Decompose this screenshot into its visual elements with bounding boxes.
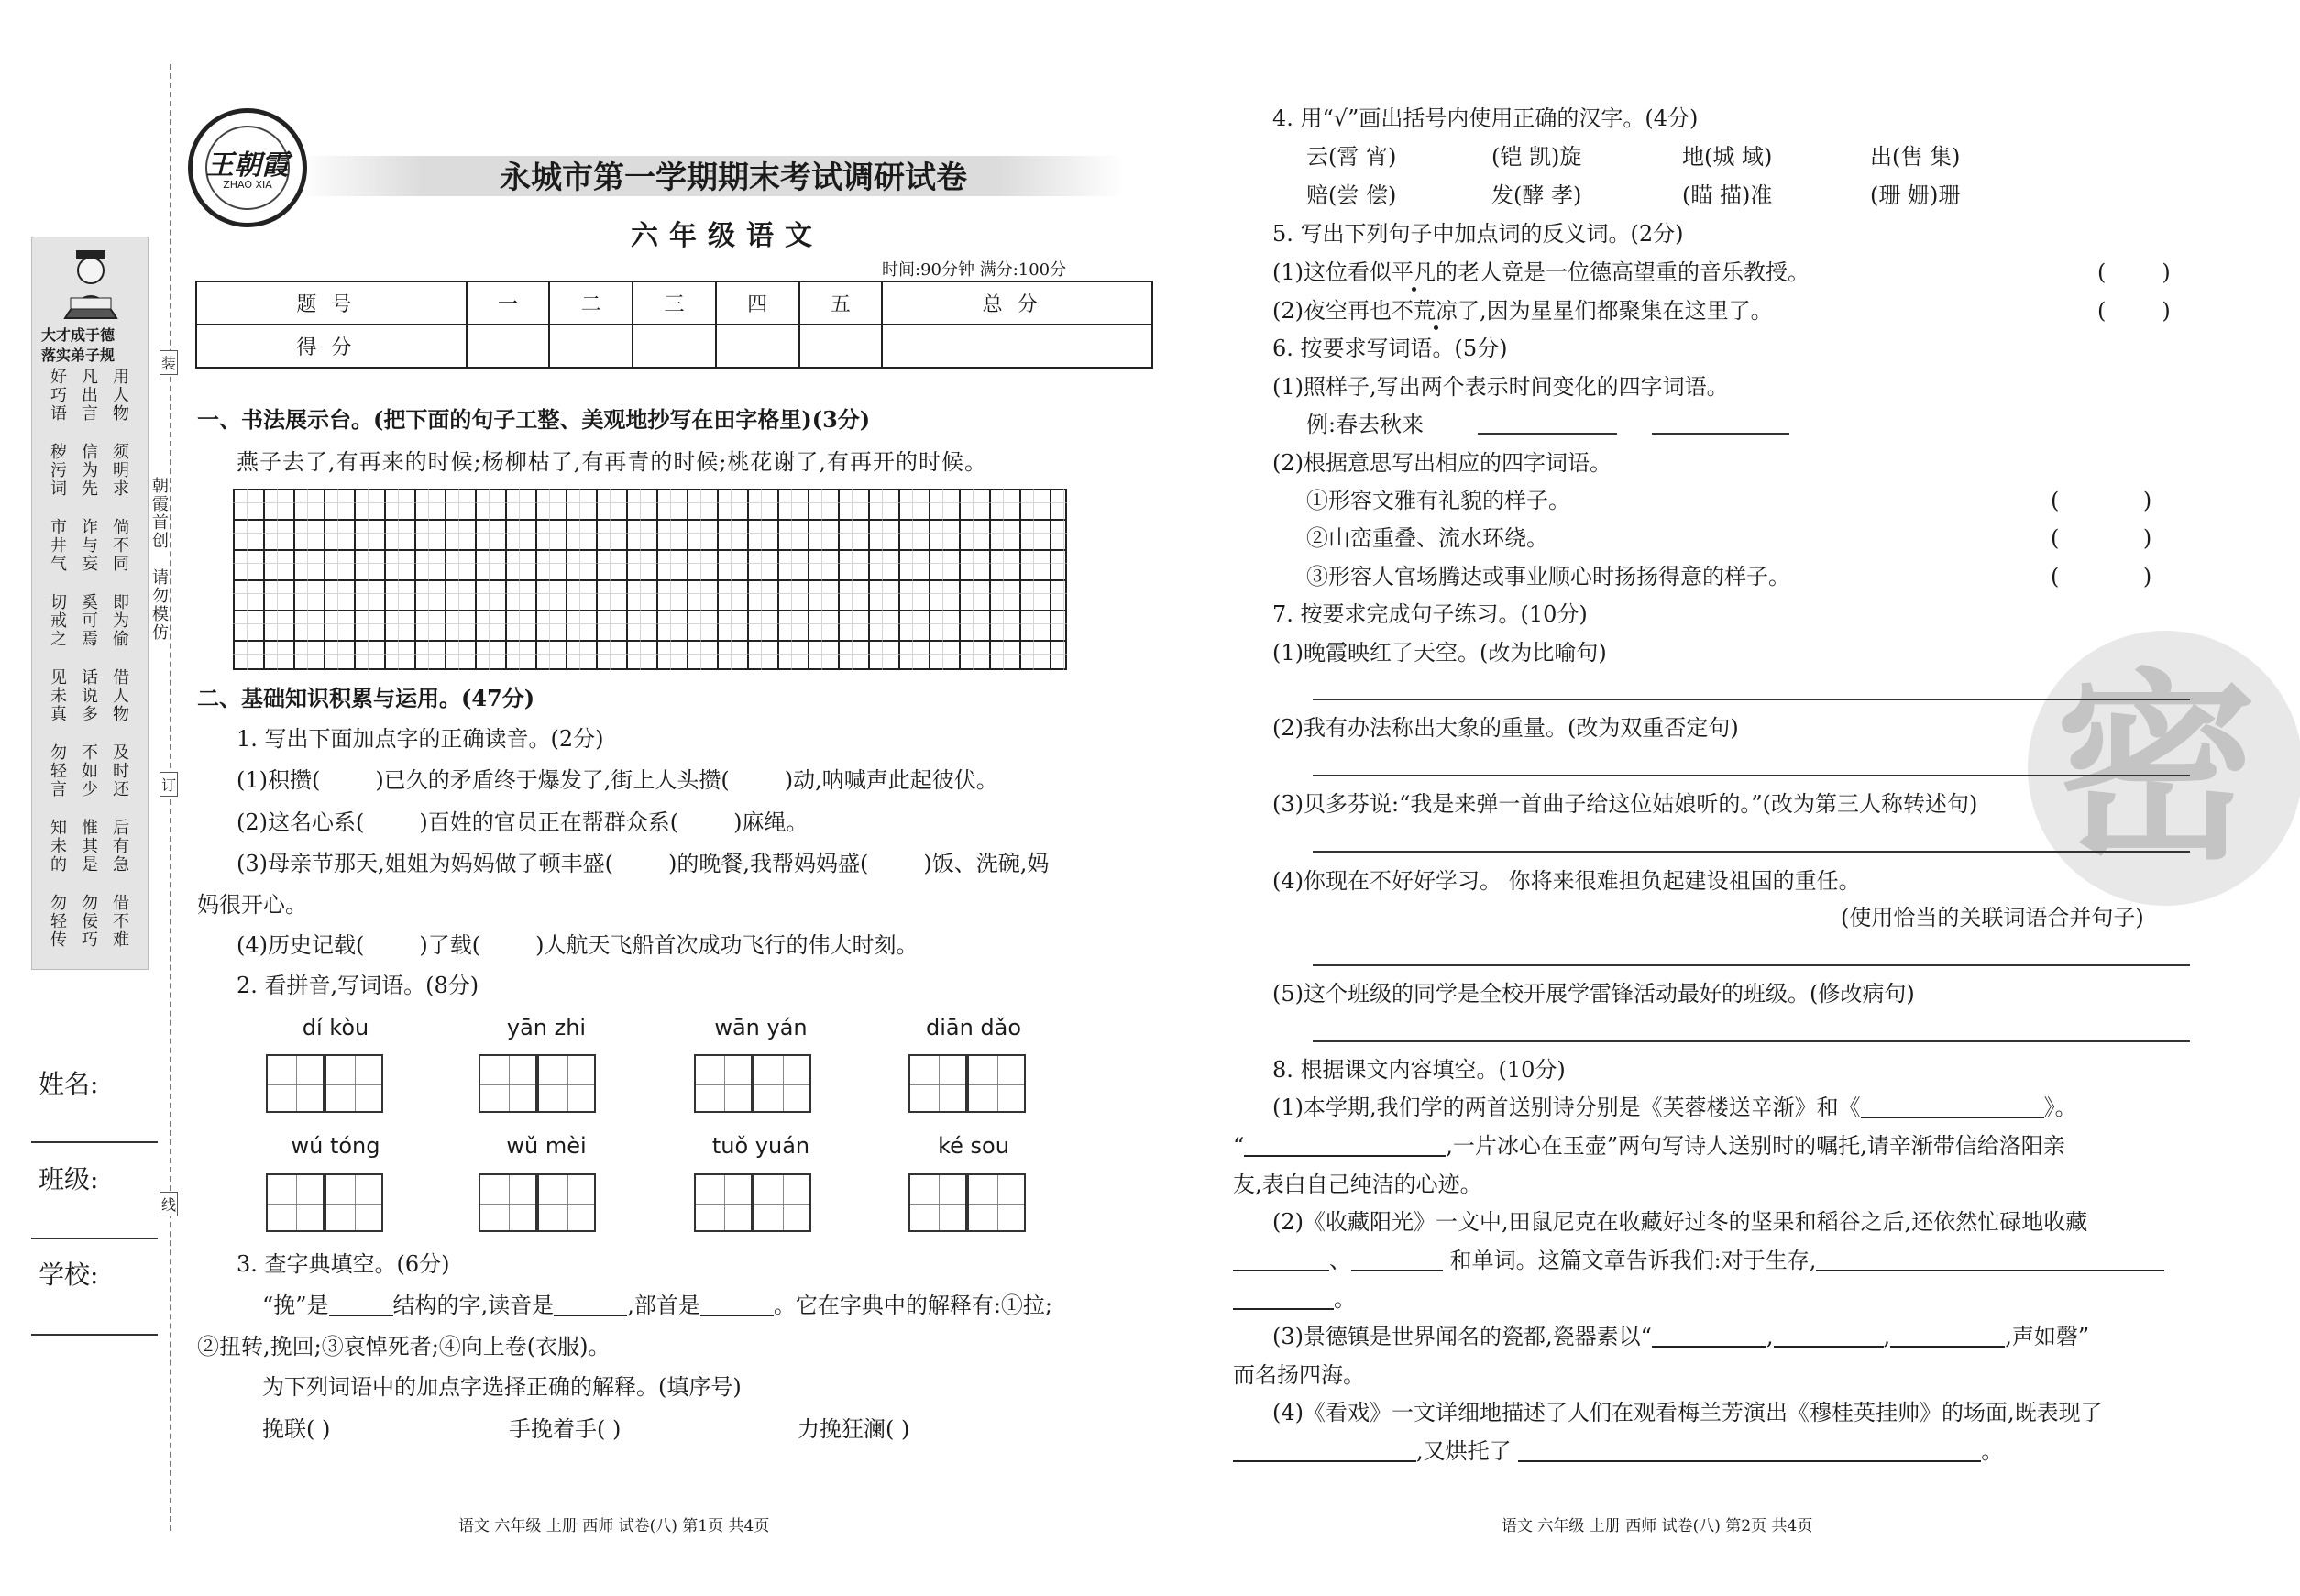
q4-item: (瞄 描)准 xyxy=(1682,182,1773,208)
sidebar-panel xyxy=(31,237,149,970)
score-table-row-label: 得分 xyxy=(196,325,467,368)
q4-item: (铠 凯)旋 xyxy=(1491,144,1582,170)
notice-1: 朝霞首创 xyxy=(149,477,169,550)
question-8-3a: (3)景德镇是世界闻名的瓷都,瓷器素以“ , , ,声如磬” xyxy=(1272,1324,2090,1349)
q4-item: 出(售 集) xyxy=(1870,144,1961,170)
score-cell[interactable] xyxy=(549,325,633,368)
question-3-c: 为下列词语中的加点字选择正确的解释。(填序号) xyxy=(262,1374,742,1400)
question-2: 2. 看拼音,写词语。(8分) xyxy=(237,973,479,998)
logo xyxy=(188,108,307,227)
q6-2-item: ②山峦重叠、流水环绕。 xyxy=(1306,525,1548,551)
score-table-score-row xyxy=(196,325,1152,368)
sidebar-saying: 秽污词 xyxy=(48,443,67,498)
answer-parens[interactable]: ( ) xyxy=(2051,525,2152,551)
q4-item: 地(城 域) xyxy=(1682,144,1773,170)
question-7-4: (4)你现在不好好学习。 你将来很难担负起建设祖国的重任。 xyxy=(1272,868,1861,894)
score-table-header: 总分 xyxy=(882,281,1152,325)
question-8-1c: 友,表白自己纯洁的心迹。 xyxy=(1233,1172,1482,1197)
sidebar-saying: 好巧语 xyxy=(48,368,67,423)
answer-parens[interactable]: ( ) xyxy=(2097,298,2171,324)
school-field[interactable] xyxy=(31,1334,158,1336)
answer-parens[interactable]: ( ) xyxy=(2097,259,2171,285)
score-table-header: 五 xyxy=(799,281,883,325)
binding-dashed-line xyxy=(170,64,171,1531)
score-table-header: 题号 xyxy=(196,281,467,325)
question-7-5: (5)这个班级的同学是全校开展学雷锋活动最好的班级。(修改病句) xyxy=(1272,981,1915,1007)
score-cell[interactable] xyxy=(633,325,716,368)
question-7: 7. 按要求完成句子练习。(10分) xyxy=(1272,601,1588,627)
answer-box[interactable] xyxy=(967,1054,1026,1113)
question-8-4b: ,又烘托了 。 xyxy=(1233,1437,2003,1465)
logo-sub: ZHAO XIA xyxy=(223,179,272,191)
score-table-header: 一 xyxy=(467,281,550,325)
answer-line[interactable] xyxy=(1313,699,2190,700)
cut-mark-2: 订 xyxy=(160,772,178,797)
sidebar-saying: 切戒之 xyxy=(48,593,67,648)
section-1-title: 一、书法展示台。(把下面的句子工整、美观地抄写在田字格里)(3分) xyxy=(197,406,871,433)
question-8-2b: 、 和单词。这篇文章告诉我们:对于生存, xyxy=(1233,1247,2164,1274)
sidebar-motto-2: 落实弟子规 xyxy=(41,347,116,364)
question-8-2c: 。 xyxy=(1233,1285,1356,1313)
question-6-1: (1)照样子,写出两个表示时间变化的四字词语。 xyxy=(1272,374,1729,400)
answer-line[interactable] xyxy=(1313,851,2190,853)
question-5-2: (2)夜空再也不荒凉了,因为星星们都聚集在这里了。 xyxy=(1272,298,1773,324)
score-table-header-row xyxy=(196,281,1152,325)
q4-item: (珊 姗)珊 xyxy=(1870,182,1961,208)
sidebar-saying: 信为先 xyxy=(79,443,98,498)
answer-box[interactable] xyxy=(537,1173,596,1232)
q6-2-item: ①形容文雅有礼貌的样子。 xyxy=(1306,488,1570,513)
q4-item: 赔(尝 偿) xyxy=(1306,182,1397,208)
question-6: 6. 按要求写词语。(5分) xyxy=(1272,336,1508,361)
sidebar-saying: 勿佞巧 xyxy=(79,894,98,949)
question-8-1b: “ ,一片冰心在玉壶”两句写诗人送别时的嘱托,请辛渐带信给洛阳亲 xyxy=(1233,1133,2065,1159)
score-cell[interactable] xyxy=(799,325,883,368)
question-3-word: 挽联( ) xyxy=(262,1416,331,1442)
class-label: 班级: xyxy=(39,1164,99,1194)
notice-2: 请勿模仿 xyxy=(149,568,169,642)
q4-item: 发(酵 孝) xyxy=(1491,182,1582,208)
question-4: 4. 用“√”画出括号内使用正确的汉字。(4分) xyxy=(1272,105,1699,131)
sidebar-saying: 知未的 xyxy=(48,819,67,874)
answer-line[interactable] xyxy=(1313,1040,2190,1042)
pinyin-label: yān zhi xyxy=(506,1015,587,1040)
pinyin-label: diān dǎo xyxy=(925,1015,1022,1040)
answer-box[interactable] xyxy=(753,1173,811,1232)
answer-line[interactable] xyxy=(1313,775,2190,776)
answer-parens[interactable]: ( ) xyxy=(2051,564,2152,589)
sidebar-saying: 诈与妄 xyxy=(79,518,98,573)
score-table-header: 三 xyxy=(633,281,716,325)
answer-box[interactable] xyxy=(479,1054,537,1113)
subject-title: 六年级语文 xyxy=(631,220,823,252)
pinyin-label: ké sou xyxy=(938,1133,1009,1159)
question-3-word: 手挽着手( ) xyxy=(509,1416,622,1442)
page-title: 永城市第一学期期末考试调研试卷 xyxy=(500,160,967,196)
footer-left: 语文 六年级 上册 西师 试卷(八) 第1页 共4页 xyxy=(458,1517,770,1535)
answer-box[interactable] xyxy=(266,1054,325,1113)
question-1-4: (4)历史记载( )了载( )人航天飞船首次成功飞行的伟大时刻。 xyxy=(237,932,919,958)
cut-mark-1: 装 xyxy=(160,350,178,375)
class-field[interactable] xyxy=(31,1238,158,1239)
question-7-1: (1)晚霞映红了天空。(改为比喻句) xyxy=(1272,640,1607,666)
q6-2-item: ③形容人官场腾达或事业顺心时扬扬得意的样子。 xyxy=(1306,564,1790,589)
sidebar-saying: 勿轻传 xyxy=(48,894,67,949)
score-cell[interactable] xyxy=(882,325,1152,368)
answer-box[interactable] xyxy=(753,1054,811,1113)
q4-item: 云(霄 宵) xyxy=(1306,144,1397,170)
sidebar-saying: 及时还 xyxy=(110,743,129,798)
sidebar-saying: 勿轻言 xyxy=(48,743,67,798)
sidebar-saying: 借不难 xyxy=(110,894,129,949)
stamp xyxy=(2028,631,2300,906)
answer-parens[interactable]: ( ) xyxy=(2051,488,2152,513)
question-8: 8. 根据课文内容填空。(10分) xyxy=(1272,1057,1566,1083)
sidebar-saying: 凡出言 xyxy=(79,368,98,423)
score-cell[interactable] xyxy=(467,325,550,368)
sidebar-saying: 惟其是 xyxy=(79,819,98,874)
pinyin-label: dí kòu xyxy=(302,1015,369,1040)
pinyin-label: tuǒ yuán xyxy=(711,1133,810,1159)
sidebar-saying: 话说多 xyxy=(79,668,98,723)
answer-box[interactable] xyxy=(694,1173,753,1232)
answer-box[interactable] xyxy=(325,1173,383,1232)
pinyin-label: wǔ mèi xyxy=(506,1133,587,1159)
sidebar-saying: 市井气 xyxy=(48,518,67,573)
answer-box[interactable] xyxy=(694,1054,753,1113)
question-1-1: (1)积攒( )已久的矛盾终于爆发了,街上人头攒( )动,呐喊声此起彼伏。 xyxy=(237,767,998,793)
score-cell[interactable] xyxy=(716,325,799,368)
tianzige-guides xyxy=(233,489,1067,670)
sidebar-saying: 用人物 xyxy=(110,368,129,423)
score-table-header: 二 xyxy=(549,281,633,325)
scholar-figure-icon xyxy=(52,247,129,320)
question-8-2a: (2)《收藏阳光》一文中,田鼠尼克在收藏好过冬的坚果和稻谷之后,还依然忙碌地收藏 xyxy=(1272,1209,2088,1235)
sidebar-saying: 奚可焉 xyxy=(79,593,98,648)
name-label: 姓名: xyxy=(39,1069,99,1099)
cut-mark-3: 线 xyxy=(160,1192,178,1216)
question-8-3b: 而名扬四海。 xyxy=(1233,1362,1365,1388)
question-1-3-cont: 妈很开心。 xyxy=(197,892,307,918)
sidebar-saying: 须明求 xyxy=(110,443,129,498)
sidebar-saying: 不如少 xyxy=(79,743,98,798)
score-table-header: 四 xyxy=(716,281,799,325)
question-8-4a: (4)《看戏》一文详细地描述了人们在观看梅兰芳演出《穆桂英挂帅》的场面,既表现了 xyxy=(1272,1400,2103,1425)
question-6-example: 例:春去秋来 xyxy=(1306,412,1425,437)
question-5: 5. 写出下列句子中加点词的反义词。(2分) xyxy=(1272,221,1684,247)
question-1-2: (2)这名心系( )百姓的官员正在帮群众系( )麻绳。 xyxy=(237,809,809,835)
answer-box[interactable] xyxy=(967,1173,1026,1232)
question-1-3: (3)母亲节那天,姐姐为妈妈做了顿丰盛( )的晚餐,我帮妈妈盛( )饭、洗碗,妈 xyxy=(237,851,1050,876)
pinyin-label: wān yán xyxy=(714,1015,808,1040)
question-7-4-note: (使用恰当的关联词语合并句子) xyxy=(1841,905,2144,930)
stamp-text: 密 xyxy=(2055,649,2258,886)
footer-right: 语文 六年级 上册 西师 试卷(八) 第2页 共4页 xyxy=(1502,1517,1813,1535)
question-3-a: “挽”是 结构的字,读音是 ,部首是 。它在字典中的解释有:①拉; xyxy=(262,1293,1052,1318)
score-table xyxy=(195,281,1153,369)
question-5-1: (1)这位看似平凡的老人竟是一位德高望重的音乐教授。 xyxy=(1272,259,1810,285)
sidebar-saying: 即为偷 xyxy=(110,593,129,648)
question-8-1a: (1)本学期,我们学的两首送别诗分别是《芙蓉楼送辛渐》和《 》。 xyxy=(1272,1095,2077,1120)
answer-box[interactable] xyxy=(537,1054,596,1113)
section-1-text: 燕子去了,有再来的时候;杨柳枯了,有再青的时候;桃花谢了,有再开的时候。 xyxy=(237,449,988,475)
answer-box[interactable] xyxy=(479,1173,537,1232)
question-3: 3. 查字典填空。(6分) xyxy=(237,1251,450,1277)
school-label: 学校: xyxy=(39,1260,99,1290)
question-3-b: ②扭转,挽回;③哀悼死者;④向上卷(衣服)。 xyxy=(197,1334,611,1359)
section-2-title: 二、基础知识积累与运用。(47分) xyxy=(197,685,535,711)
question-3-word: 力挽狂澜( ) xyxy=(798,1416,910,1442)
sidebar-saying: 倘不同 xyxy=(110,518,129,573)
answer-line[interactable] xyxy=(1652,433,1789,435)
answer-box[interactable] xyxy=(325,1054,383,1113)
time-info: 时间:90分钟 满分:100分 xyxy=(882,260,1067,280)
answer-box[interactable] xyxy=(908,1054,967,1113)
sidebar-motto-1: 大才成于德 xyxy=(41,326,116,344)
answer-box[interactable] xyxy=(266,1173,325,1232)
sidebar-saying: 借人物 xyxy=(110,668,129,723)
question-7-2: (2)我有办法称出大象的重量。(改为双重否定句) xyxy=(1272,715,1739,741)
question-1: 1. 写出下面加点字的正确读音。(2分) xyxy=(237,726,604,752)
answer-box[interactable] xyxy=(908,1173,967,1232)
logo-text: 王朝霞 xyxy=(206,149,289,182)
sidebar-saying: 后有急 xyxy=(110,819,129,874)
answer-line[interactable] xyxy=(1478,433,1617,435)
question-6-2: (2)根据意思写出相应的四字词语。 xyxy=(1272,450,1612,476)
name-field[interactable] xyxy=(31,1141,158,1143)
pinyin-label: wú tóng xyxy=(291,1133,380,1159)
sidebar-saying: 见未真 xyxy=(48,668,67,723)
question-7-3: (3)贝多芬说:“我是来弹一首曲子给这位姑娘听的。”(改为第三人称转述句) xyxy=(1272,791,1978,817)
answer-line[interactable] xyxy=(1313,964,2190,966)
